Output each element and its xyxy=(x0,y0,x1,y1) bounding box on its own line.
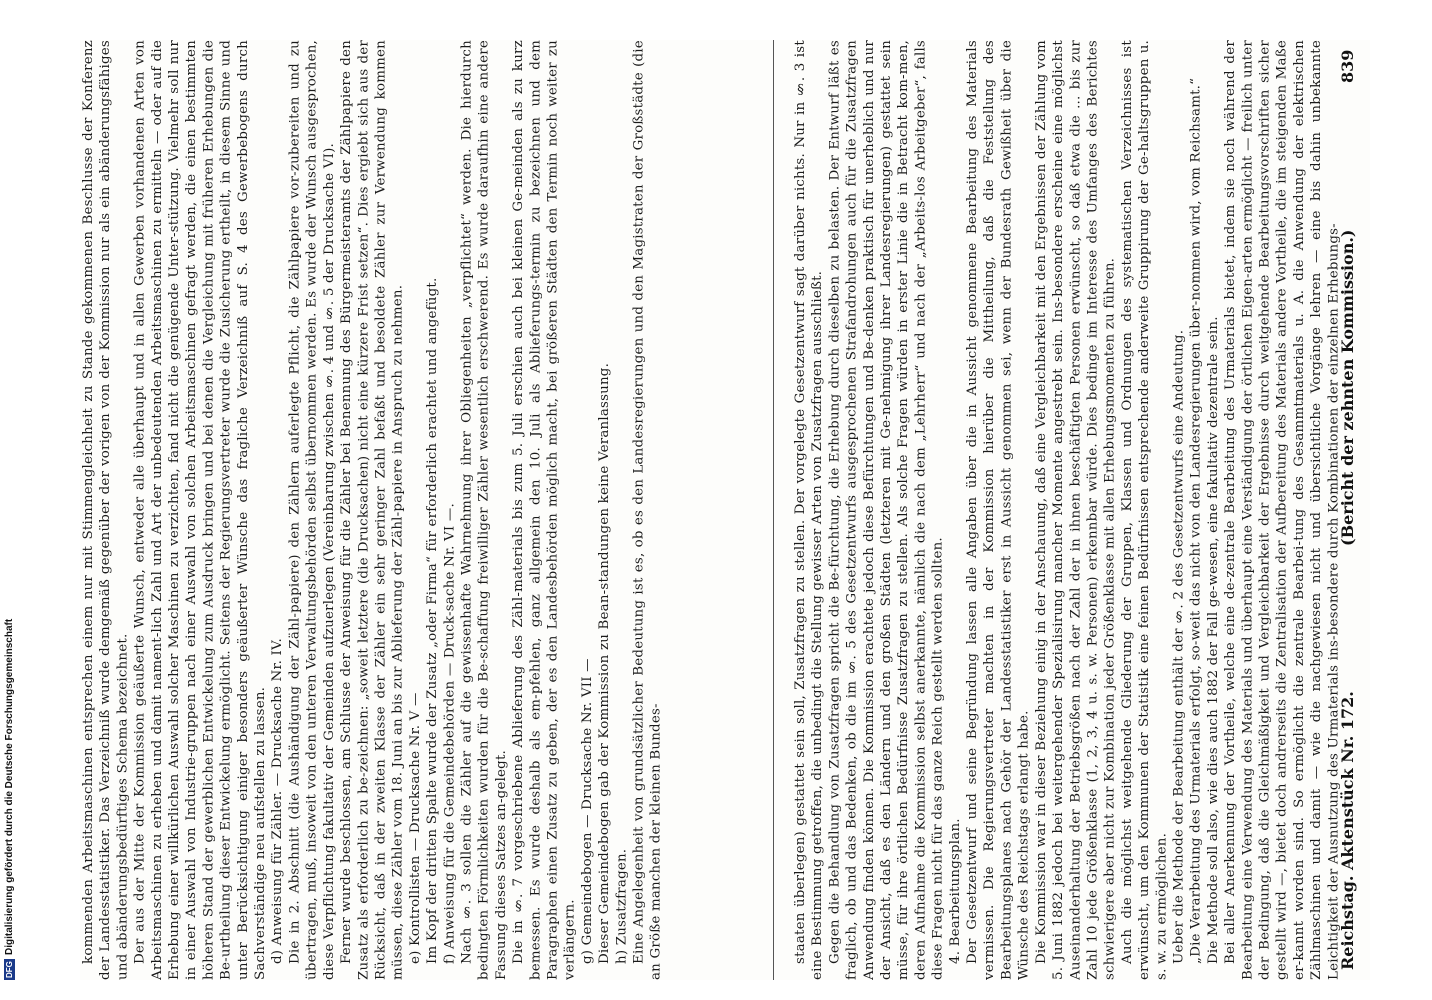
digitization-footer xyxy=(4,40,22,980)
right-column xyxy=(792,40,1370,980)
paragraph: Der aus der Mitte der Kommission geäußerte Wunsch, entweder alle überhaupt und in allen Gewerben vorhandenen Arten von Arbeitsmaschinen zu erheben und damit nament-lich Zahl und Art der unbedeutenden Arbeitsmaschinen zu ermitteln — oder auf die Erhebung einer willkürlichen Auswahl solcher Maschinen zu verzichten, fand nicht die genügende Unter-stützung. Vielmehr soll nur in einer Auswahl von Industrie-gruppen nach einer Auswahl von solchen Arbeitsmaschinen gefragt werden, die einen bestimmten höheren Stand der gewerblichen Entwickelung zum Ausdruck bringen und bei denen die Vergleichung mit früheren Erhebungen die Be-urtheilung dieser Entwickelung ermöglicht. Seitens der Regierungsvertreter wurde die Zusicherung ertheilt, in diesem Sinne und unter Berücksichtigung einiger besonders geäußerter Wünsche das fragliche Verzeichniß auf S. 4 des Gewerbebogens durch Sachverständige neu aufstellen zu lassen. xyxy=(132,40,269,980)
paragraph: Der Gesetzentwurf und seine Begründung lassen alle Angaben über die in Aussicht genommene Bearbeitung des Materials vermissen. Die Regierungsvertreter machten in der Kommission hierüber die Mittheilung, daß die Feststellung des Bearbeitungsplanes nach Gehör der Landesstatistiker erst in Aussicht genommen sei, wenn der Bundesrath Gewißheit über die Wünsche des Reichstags erlangt habe. xyxy=(965,40,1032,980)
page-number: 839 xyxy=(1338,50,1357,84)
left-column xyxy=(80,40,678,980)
paragraph: staaten überlegen) gestattet sein soll, Zusatzfragen zu stellen. Der vorgelegte Gesetzentwurf sagt darüber nichts. Nur in §. 3 ist eine Bestimmung getroffen, die unbedingt die Stellung gewisser Arten von Zusatzfragen ausschließt. xyxy=(793,40,826,980)
paragraph: f) Anweisung für die Gemeindebehörden — Druck-sache Nr. VI —. xyxy=(442,502,458,964)
paragraph: Die Methode soll also, wie dies auch 1882 der Fall ge-wesen, eine fakultativ dezentrale sein. xyxy=(1205,316,1221,964)
dfg-logo: DFG xyxy=(5,961,14,978)
footer-text: Digitalisierung gefördert durch die Deutsche Forschungsgemeinschaft xyxy=(4,618,15,956)
scanned-page xyxy=(80,40,1370,980)
paragraph: Auch die möglichst weitgehende Gliederung der Gruppen, Klassen und Ordnungen des systematischen Verzeichnisses ist erwünscht, um den Kommunen der Statistik eine feinen Bedürfnissen entsprechende anderweite Gruppirung der Ge-haltsgruppen u. s. w. zu ermöglichen. xyxy=(1119,40,1170,980)
paragraph: kommenden Arbeitsmaschinen entsprechen einem nur mit Stimmengleichheit zu Stande gekommenen Beschlusse der Konferenz der Landesstatistiker. Das Verzeichniß wurde demgemäß gegenüber der vorigen von der Kommission nur als ein abänderungsfähiges und abänderungsbedürftiges Schema bezeichnet. xyxy=(81,40,131,980)
paragraph: d) Anweisung für Zähler. — Drucksache Nr. IV. xyxy=(270,637,286,964)
paragraph: Bei aller Anerkennung der Vortheile, welche eine de-zentrale Bearbeitung des Urmaterials bietet, indem sie noch während der Bearbeitung eine Verwendung des Materials und überhaupt eine Verständigung der örtlichen Eigen-arten ermöglicht — freilich unter der Bedingung, daß die Gleichmäßigkeit und Vergleichbarkeit der Ergebnisse durch weitgehende Bearbeitungsvorschriften sicher gestellt wird —, bietet doch andrerseits die Zentralisation der Aufbereitung des Materials andere Vortheile, die im steigenden Maße er-kannt worden sind. So ermöglicht die zentrale Bearbei-tung des Gesammtmaterials u. A. die Anwendung der elektrischen Zählmaschinen und damit — wie die nachgewiesen nicht und übersichtliche Vorgänge lehren — eine bis dahin unbekannte Leichtigkeit der Ausnutzung des Urmaterials ins-besondere durch Kombinationen der einzelnen Erhebungs- xyxy=(1223,40,1342,980)
paragraph: Nach §. 3 sollen die Zähler auf die gewissenhafte Wahrnehmung ihrer Obliegenheiten „verpflichtet“ werden. Die hierdurch bedingten Förmlichkeiten wurden für die Be-schaffung freiwilliger Zähler wesentlich erschwerend. Es wurde daraufhin eine andere Fassung dieses Satzes an-gelegt. xyxy=(459,40,509,980)
paragraph: 4. Bearbeitungsplan. xyxy=(947,818,963,964)
paragraph: Ueber die Methode der Bearbeitung enthält der §. 2 des Gesetzentwurfs eine Andeutung. xyxy=(1171,329,1187,964)
header-right: (Bericht der zehnten Kommission.) xyxy=(1338,229,1357,546)
paragraph: Ferner wurde beschlossen, am Schlusse der Anweisung für die Zähler bei Benennung des Bürgermeisteramts der Zählpapiere den Zusatz als erforderlich zu be-zeichnen: „soweit letztere (die Drucksachen) nicht eine kürzere Frist setzen“. Dies ergiebt sich aus der Rücksicht, daß in der zweiten Klasse der Zähler ein sehr geringer Zahl befaßt und besoldete Zähler zur Verwendung kommen müssen, diese Zähler vom 18. Juni an bis zur Ablieferung der Zähl-papiere in Anspruch zu nehmen. xyxy=(339,40,406,980)
paragraph: Gegen die Behandlung von Zusatzfragen spricht die Be-fürchtung, die Erhebung durch dieselben zu belasten. Der Entwurf läßt es fraglich, ob und das Bedenken, ob die im §. 5 des Gesetzentwurfs ausgesprochenen Strafandrohungen auch für die Zusatzfragen Anwendung finden können. Die Kommission erachtete jedoch diese Befürchtungen und Be-denken praktisch für unerheblich und nur der Ansicht, daß es den Ländern und den großen Städten (letzteren mit Ge-nehmigung ihrer Landesregierungen) gestattet sein müsse, für ihre örtlichen Bedürfnisse Zusatzfragen zu stellen. Als solche Fragen würden in erster Linie die in Betracht kom-men, deren Aufnahme die Kommission selbst anerkannte, nämlich die nach dem „Lehrherr“ und nach der „Arbeits-los Arbeitgeber“, falls diese Fragen nicht für das ganze Reich gestellt werden sollten. xyxy=(827,40,946,980)
paragraph: Im Kopf der dritten Spalte wurde der Zusatz „oder Firma“ für erforderlich erachtet und angefügt. xyxy=(425,277,441,964)
paragraph: h) Zusatzfragen. xyxy=(614,848,630,964)
paragraph: Die in 2. Abschnitt (die Aushändigung der Zähl-papiere) den Zählern auferlegte Pflicht, die Zählpapiere vor-zubereiten und zu übertragen, muß, insoweit von den unteren Verwaltungsbehörden selbst übernommen werden. Es wurde der Wunsch ausgesprochen, diese Verpflichtung fakultativ der Gemeinden aufzuerlegen (Vereinbarung zwischen §. 4 und §. 5 der Drucksache VI). xyxy=(287,40,337,980)
paragraph: „Die Verarbeitung des Urmaterials erfolgt, so-weit das nicht von den Landesregierungen über-nommen wird, vom Reichsamt.“ xyxy=(1188,77,1204,964)
paragraph: Die in §. 7 vorgeschriebene Ablieferung des Zähl-materials bis zum 5. Juli erschien auch bei kleinen Ge-meinden als zu kurz bemessen. Es wurde deshalb als em-pfehlen, ganz allgemein den 10. Juli als Ablieferungs-termin zu bezeichnen und dem Paragraphen einen Zusatz zu geben, der es den Landesbehörden möglich macht, bei größeren Städten den Termin noch weiter zu verlängern. xyxy=(511,40,578,980)
header-left: Reichstag. Aktenstück Nr. 172. xyxy=(1338,691,1357,970)
paragraph: Die Kommission war in dieser Beziehung einig in der Anschauung, daß eine Vergleichbarkeit mit den Ergebnissen der Zählung vom 5. Juni 1882 jedoch bei weitergehender Spezialisirung mancher Momente angestrebt sein. Ins-besondere erscheine eine möglichst Auseinanderhaltung der Betriebsgrößen nach der Zahl der in ihnen beschäftigten Personen erwünscht, so daß etwa die ... bis zur Zahl 10 jede Größenklasse (1, 2, 3, 4 u. s. w. Personen) erkennbar würde. Dies bedinge im Interesse des Umfanges des Berichtes schwierigere aber nicht zur Kombination jeder Größenklasse mit allen Erhebungsmomenten zu führen. xyxy=(1033,40,1118,980)
paragraph: Dieser Gemeindebogen gab der Kommission zu Bean-standungen keine Veranlassung. xyxy=(597,362,613,964)
running-header xyxy=(1338,40,1378,980)
paragraph: Eine Angelegenheit von grundsätzlicher Bedeutung ist es, ob es den Landesregierungen und den Magistraten der Großstädte (die an Größe manchen der kleinen Bundes- xyxy=(631,40,664,980)
paragraph: e) Kontrollisten — Drucksache Nr. V — xyxy=(407,692,423,964)
paragraph: g) Gemeindebogen — Drucksache Nr. VII — xyxy=(579,658,595,964)
column-divider xyxy=(773,40,774,980)
